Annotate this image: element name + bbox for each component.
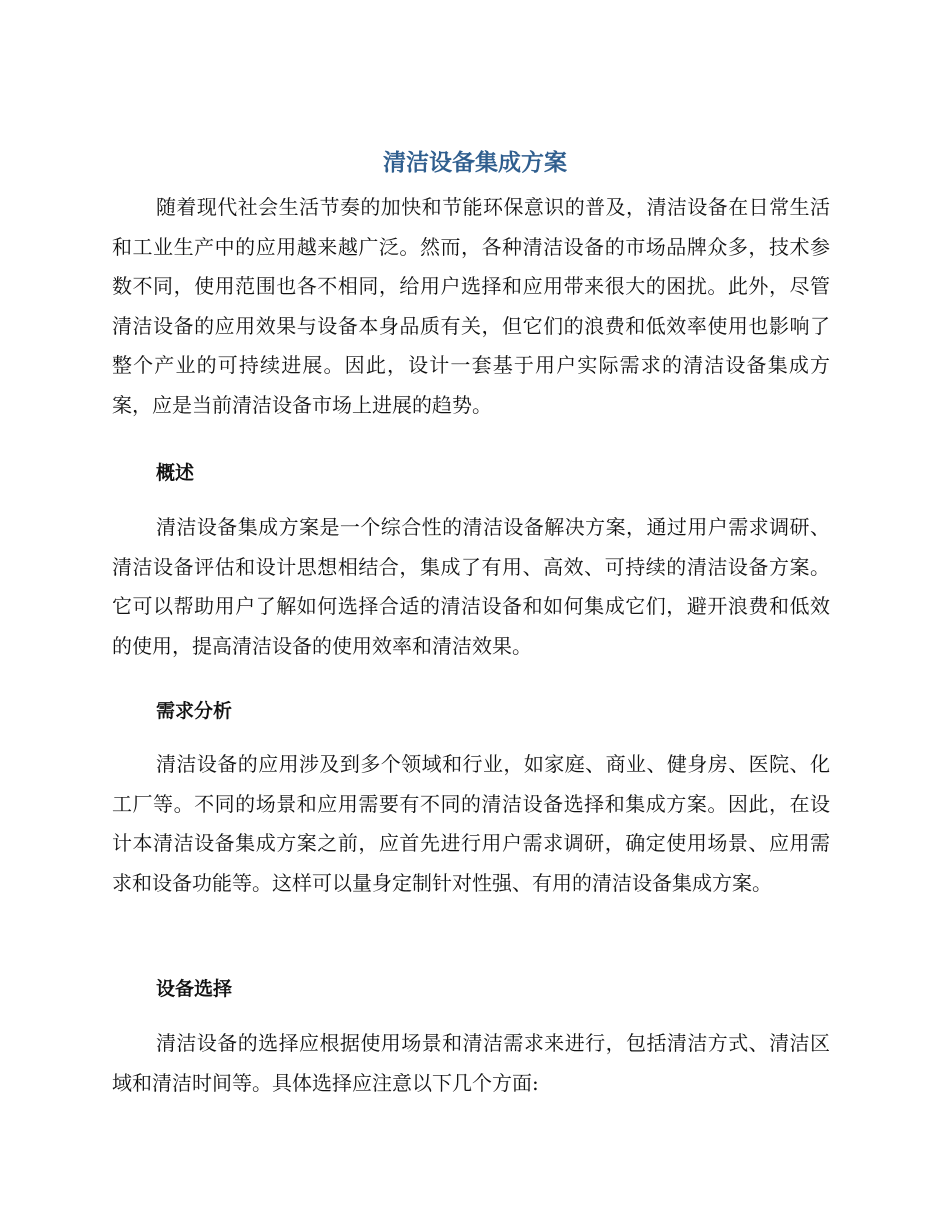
intro-paragraph: 随着现代社会生活节奏的加快和节能环保意识的普及，清洁设备在日常生活和工业生产中的应用越来越广泛。然而，各种清洁设备的市场品牌众多，技术参数不同，使用范围也各不相同，给用户选择和应用带来很大的困扰。此外，尽管清洁设备的应用效果与设备本身品质有关，但它们的浪费和低效率使用也影响了整个产业的可持续进展。因此，设计一套基于用户实际需求的清洁设备集成方案，应是当前清洁设备市场上进展的趋势。 bbox=[112, 195, 830, 417]
document-title: 清洁设备集成方案 bbox=[383, 150, 567, 176]
section-body-equipment-selection: 清洁设备的选择应根据使用场景和清洁需求来进行，包括清洁方式、清洁区域和清洁时间等。具体选择应注意以下几个方面: bbox=[112, 1031, 830, 1095]
section-heading-needs-analysis: 需求分析 bbox=[156, 700, 233, 722]
section-body-overview: 清洁设备集成方案是一个综合性的清洁设备解决方案，通过用户需求调研、清洁设备评估和设计思想相结合，集成了有用、高效、可持续的清洁设备方案。它可以帮助用户了解如何选择合适的清洁设备和如何集成它们，避开浪费和低效的使用，提高清洁设备的使用效率和清洁效果。 bbox=[112, 515, 830, 658]
section-heading-overview: 概述 bbox=[156, 462, 195, 484]
section-heading-equipment-selection: 设备选择 bbox=[156, 978, 233, 1000]
section-body-needs-analysis: 清洁设备的应用涉及到多个领域和行业，如家庭、商业、健身房、医院、化工厂等。不同的场景和应用需要有不同的清洁设备选择和集成方案。因此，在设计本清洁设备集成方案之前，应首先进行用户需求调研，确定使用场景、应用需求和设备功能等。这样可以量身定制针对性强、有用的清洁设备集成方案。 bbox=[112, 752, 830, 895]
